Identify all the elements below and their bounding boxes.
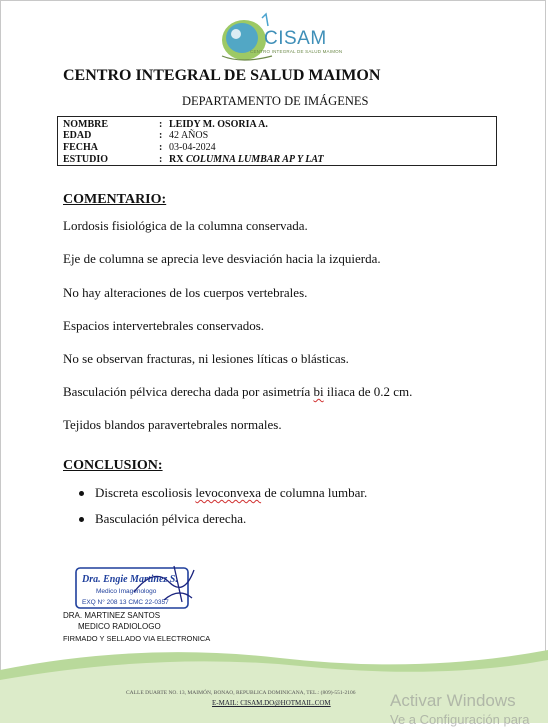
- field-colon: :: [159, 130, 163, 141]
- doctor-title: MEDICO RADIOLOGO: [78, 622, 161, 631]
- field-value: 03-04-2024: [169, 142, 216, 153]
- comentario-line: No se observan fracturas, ni lesiones líticas o blásticas.: [63, 351, 349, 366]
- field-key: NOMBRE: [63, 119, 108, 130]
- conclusion-bullet-text: Basculación pélvica derecha.: [95, 511, 247, 526]
- field-key: EDAD: [63, 130, 92, 141]
- comentario-line: No hay alteraciones de los cuerpos vertebrales.: [63, 285, 308, 300]
- stamp-exq-text: EXQ N° 208 13 CMC 22-0357: [82, 599, 169, 606]
- footer-address: CALLE DUARTE NO. 13, MAIMÓN, BONAO, REPUBLICA DOMINICANA, TEL.: (809)-551-2106: [126, 690, 356, 696]
- field-key: ESTUDIO: [63, 154, 109, 165]
- document-title: CENTRO INTEGRAL DE SALUD MAIMON: [63, 67, 381, 84]
- patient-info-box: [57, 116, 497, 166]
- conclusion-heading: CONCLUSION:: [63, 458, 163, 473]
- conclusion-bullet: [79, 485, 367, 501]
- field-value: 42 AÑOS: [169, 130, 209, 141]
- department-title: DEPARTAMENTO DE IMÁGENES: [182, 94, 369, 108]
- comentario-line: Espacios intervertebrales conservados.: [63, 318, 265, 333]
- field-value: LEIDY M. OSORIA A.: [169, 119, 268, 130]
- patient-row-nombre: [63, 119, 268, 130]
- comentario-line: Eje de columna se aprecia leve desviación hacia la izquierda.: [63, 251, 381, 266]
- comentario-line: Tejidos blandos paravertebrales normales.: [63, 417, 282, 432]
- field-colon: :: [159, 119, 163, 130]
- footer-email: E-MAIL: CISAM.DO@HOTMAIL.COM: [212, 699, 331, 707]
- comentario-heading: COMENTARIO:: [63, 192, 167, 207]
- logo-subtitle: CENTRO INTEGRAL DE SALUD MAIMON: [250, 49, 343, 54]
- comentario-line: Lordosis fisiológica de la columna conservada.: [63, 218, 308, 233]
- field-value: COLUMNA LUMBAR AP Y LAT: [185, 154, 324, 165]
- stamp-role-text: Medico Imagenologo: [96, 588, 157, 595]
- field-colon: :: [159, 154, 163, 165]
- stamp-name-text: Dra. Engie Martinez S.: [82, 574, 178, 585]
- field-key: FECHA: [63, 142, 98, 153]
- conclusion-bullet: [79, 511, 246, 527]
- doctor-stamp: [74, 562, 206, 610]
- windows-activation-watermark-sub: Ve a Configuración para: [390, 712, 530, 727]
- doctor-name: DRA. MARTINEZ SANTOS: [63, 611, 161, 620]
- comentario-line: Basculación pélvica derecha dada por asimetría bi iliaca de 0.2 cm.: [63, 384, 413, 399]
- field-value-prefix: RX: [169, 154, 186, 165]
- logo-text: CISAM: [264, 28, 327, 49]
- patient-row-estudio: [63, 154, 324, 165]
- signature-note: FIRMADO Y SELLADO VIA ELECTRONICA: [63, 634, 211, 643]
- patient-row-edad: [63, 130, 208, 141]
- conclusion-bullet-text: Discreta escoliosis levoconvexa de columna lumbar.: [95, 485, 368, 500]
- field-colon: :: [159, 142, 163, 153]
- windows-activation-watermark: Activar Windows: [390, 691, 516, 710]
- patient-row-fecha: [63, 142, 216, 153]
